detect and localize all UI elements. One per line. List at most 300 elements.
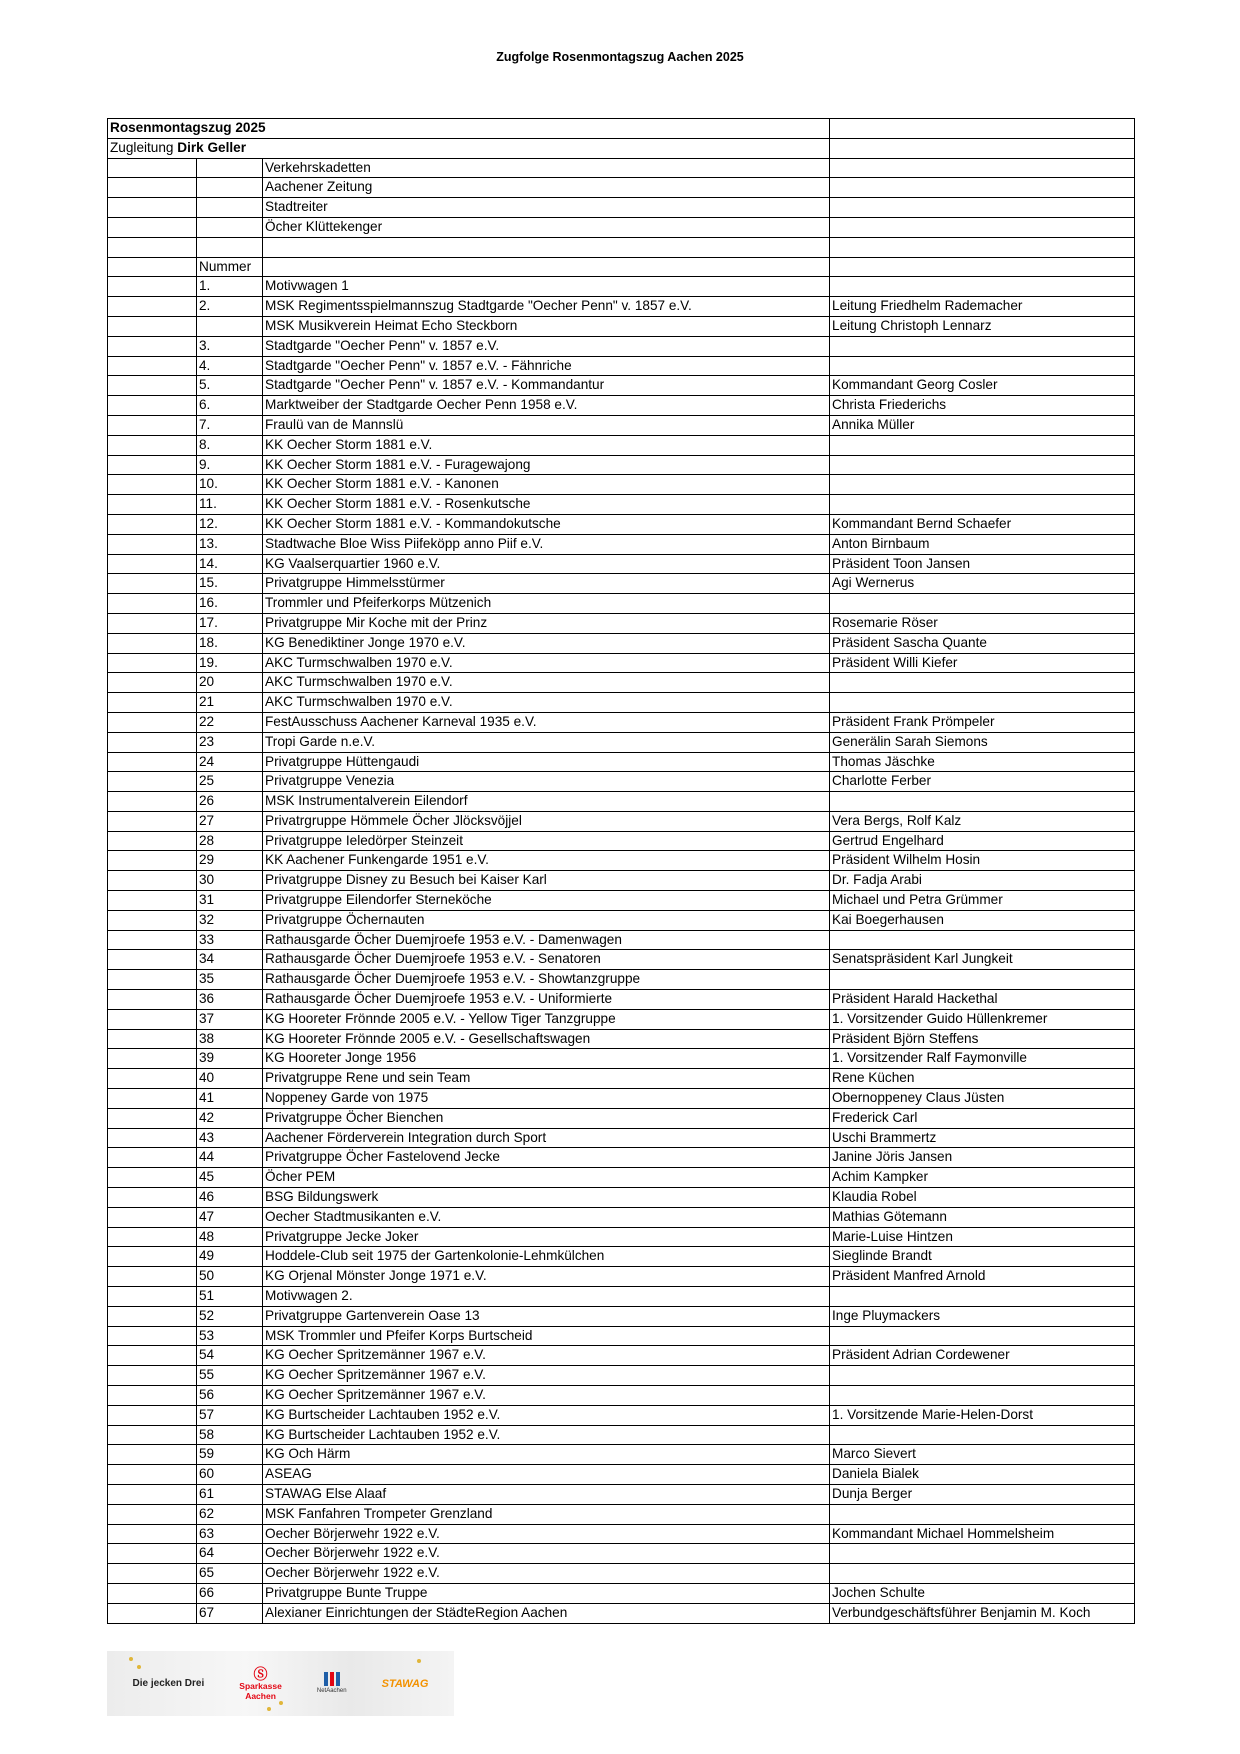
netaachen-text: NetAachen (316, 1687, 347, 1694)
group-name: MSK Instrumentalverein Eilendorf (263, 792, 830, 812)
empty-cell (108, 534, 197, 554)
row-number: 42 (197, 1108, 263, 1128)
row-number: 48 (197, 1227, 263, 1247)
group-leader: Christa Friederichs (830, 396, 1135, 416)
group-leader (830, 930, 1135, 950)
row-number: 15. (197, 574, 263, 594)
empty-cell (108, 673, 197, 693)
empty-cell (108, 1445, 197, 1465)
empty-cell (108, 316, 197, 336)
group-leader: Präsident Adrian Cordewener (830, 1346, 1135, 1366)
row-number: 25 (197, 772, 263, 792)
group-leader: Kommandant Michael Hommelsheim (830, 1524, 1135, 1544)
sparkasse-logo (239, 1667, 282, 1701)
group-leader: Dunja Berger (830, 1484, 1135, 1504)
empty-cell (108, 970, 197, 990)
table-row (108, 297, 1135, 317)
empty-cell (108, 1009, 197, 1029)
row-number: 57 (197, 1405, 263, 1425)
group-name: Privatgruppe Öcher Fastelovend Jecke (263, 1148, 830, 1168)
group-name: Marktweiber der Stadtgarde Oecher Penn 1958 e.V. (263, 396, 830, 416)
row-number: 63 (197, 1524, 263, 1544)
table-row (108, 455, 1135, 475)
row-number: 58 (197, 1425, 263, 1445)
empty-cell (108, 1405, 197, 1425)
group-name: Privatgruppe Himmelsstürmer (263, 574, 830, 594)
row-number: 52 (197, 1306, 263, 1326)
netaachen-logo (317, 1672, 347, 1696)
empty-cell (108, 237, 197, 257)
row-number: 30 (197, 871, 263, 891)
group-name: MSK Fanfahren Trompeter Grenzland (263, 1504, 830, 1524)
table-row (108, 1564, 1135, 1584)
row-number: 66 (197, 1583, 263, 1603)
row-number: 56 (197, 1386, 263, 1406)
group-name: KG Oecher Spritzemänner 1967 e.V. (263, 1366, 830, 1386)
group-name: KG Burtscheider Lachtauben 1952 e.V. (263, 1405, 830, 1425)
group-leader (830, 495, 1135, 515)
group-name: Privatgruppe Ieledörper Steinzeit (263, 831, 830, 851)
row-number: 13. (197, 534, 263, 554)
row-number: 23 (197, 732, 263, 752)
group-leader: Thomas Jäschke (830, 752, 1135, 772)
group-name: KG Burtscheider Lachtauben 1952 e.V. (263, 1425, 830, 1445)
table-row (108, 1445, 1135, 1465)
group-name: Oecher Börjerwehr 1922 e.V. (263, 1524, 830, 1544)
table-row (108, 1029, 1135, 1049)
group-leader: Marie-Luise Hintzen (830, 1227, 1135, 1247)
intro-group-cell: Öcher Klüttekenger (263, 217, 830, 237)
table-row (108, 1425, 1135, 1445)
empty-cell (108, 1267, 197, 1287)
table-row (108, 415, 1135, 435)
row-number: 17. (197, 613, 263, 633)
row-number: 24 (197, 752, 263, 772)
group-leader: Verbundgeschäftsführer Benjamin M. Koch (830, 1603, 1135, 1623)
row-number: 65 (197, 1564, 263, 1584)
intro-group-cell: Stadtreiter (263, 198, 830, 218)
table-row (108, 1346, 1135, 1366)
group-leader: Daniela Bialek (830, 1465, 1135, 1485)
group-leader (830, 1544, 1135, 1564)
empty-cell (108, 1148, 197, 1168)
empty-cell (108, 1188, 197, 1208)
group-leader: Inge Pluymackers (830, 1306, 1135, 1326)
empty-cell (108, 693, 197, 713)
row-number: 29 (197, 851, 263, 871)
group-name: Rathausgarde Öcher Duemjroefe 1953 e.V. - Senatoren (263, 950, 830, 970)
row-number: 16. (197, 594, 263, 614)
table-row (108, 356, 1135, 376)
group-leader: Präsident Manfred Arnold (830, 1267, 1135, 1287)
table-row (108, 534, 1135, 554)
table-row (108, 277, 1135, 297)
table-row (108, 851, 1135, 871)
table-row (108, 811, 1135, 831)
table-row (108, 594, 1135, 614)
confetti-icon (279, 1701, 283, 1705)
group-leader: 1. Vorsitzender Guido Hüllenkremer (830, 1009, 1135, 1029)
table-row (108, 1128, 1135, 1148)
table-row (108, 772, 1135, 792)
table-row (108, 970, 1135, 990)
group-name: Oecher Stadtmusikanten e.V. (263, 1207, 830, 1227)
row-number: 11. (197, 495, 263, 515)
group-name: Privatrgruppe Hömmele Öcher Jlöcksvöjjel (263, 811, 830, 831)
group-name: Fraulü van de Mannslü (263, 415, 830, 435)
empty-cell (108, 574, 197, 594)
group-name: Rathausgarde Öcher Duemjroefe 1953 e.V. - Damenwagen (263, 930, 830, 950)
empty-cell (108, 772, 197, 792)
group-leader: Annika Müller (830, 415, 1135, 435)
table-heading: Rosenmontagszug 2025 (108, 119, 830, 139)
table-row (108, 1405, 1135, 1425)
group-leader (830, 356, 1135, 376)
empty-cell (830, 217, 1135, 237)
table-heading-row (108, 119, 1135, 139)
empty-cell (108, 1306, 197, 1326)
table-row (108, 871, 1135, 891)
table-row (108, 1306, 1135, 1326)
zugleitung-cell (108, 138, 830, 158)
row-number: 28 (197, 831, 263, 851)
row-number: 61 (197, 1484, 263, 1504)
empty-cell (108, 455, 197, 475)
table-row (108, 1583, 1135, 1603)
row-number: 53 (197, 1326, 263, 1346)
empty-cell (108, 792, 197, 812)
group-leader (830, 1564, 1135, 1584)
group-leader: Mathias Götemann (830, 1207, 1135, 1227)
row-number: 19. (197, 653, 263, 673)
group-name: Stadtgarde "Oecher Penn" v. 1857 e.V. - Kommandantur (263, 376, 830, 396)
group-leader (830, 336, 1135, 356)
group-name: Oecher Börjerwehr 1922 e.V. (263, 1564, 830, 1584)
group-leader: Kai Boegerhausen (830, 910, 1135, 930)
empty-cell (197, 217, 263, 237)
table-row (108, 1287, 1135, 1307)
zugleitung-label: Zugleitung (110, 139, 178, 155)
group-leader (830, 792, 1135, 812)
row-number: 21 (197, 693, 263, 713)
row-number: 41 (197, 1089, 263, 1109)
row-number: 3. (197, 336, 263, 356)
group-leader: Präsident Harald Hackethal (830, 990, 1135, 1010)
group-name: FestAusschuss Aachener Karneval 1935 e.V. (263, 712, 830, 732)
group-leader: Klaudia Robel (830, 1188, 1135, 1208)
row-number (197, 316, 263, 336)
group-name: Alexianer Einrichtungen der StädteRegion Aachen (263, 1603, 830, 1623)
empty-cell (830, 237, 1135, 257)
group-leader: Gertrud Engelhard (830, 831, 1135, 851)
empty-cell (108, 910, 197, 930)
empty-cell (108, 752, 197, 772)
empty-cell (108, 475, 197, 495)
stawag-text: STAWAG (381, 1677, 429, 1690)
row-number: 50 (197, 1267, 263, 1287)
confetti-icon (417, 1659, 421, 1663)
group-name: Öcher PEM (263, 1168, 830, 1188)
empty-cell (108, 851, 197, 871)
group-name: KG Oecher Spritzemänner 1967 e.V. (263, 1346, 830, 1366)
table-row (108, 1544, 1135, 1564)
empty-cell (108, 1247, 197, 1267)
group-leader: Präsident Sascha Quante (830, 633, 1135, 653)
row-number: 49 (197, 1247, 263, 1267)
row-number: 38 (197, 1029, 263, 1049)
sponsor-logo-strip (107, 1651, 454, 1716)
row-number: 36 (197, 990, 263, 1010)
row-number: 46 (197, 1188, 263, 1208)
empty-cell (197, 198, 263, 218)
table-row (108, 930, 1135, 950)
group-leader: Präsident Wilhelm Hosin (830, 851, 1135, 871)
row-number: 44 (197, 1148, 263, 1168)
table-row (108, 1484, 1135, 1504)
group-leader (830, 1504, 1135, 1524)
group-name: Privatgruppe Rene und sein Team (263, 1069, 830, 1089)
empty-cell (108, 732, 197, 752)
group-name: Privatgruppe Eilendorfer Sterneköche (263, 891, 830, 911)
group-leader (830, 1425, 1135, 1445)
empty-cell (108, 277, 197, 297)
confetti-icon (129, 1657, 133, 1661)
empty-cell (108, 396, 197, 416)
empty-cell (108, 376, 197, 396)
table-row (108, 693, 1135, 713)
empty-cell (108, 495, 197, 515)
row-number: 60 (197, 1465, 263, 1485)
row-number: 35 (197, 970, 263, 990)
row-number: 22 (197, 712, 263, 732)
group-leader: Achim Kampker (830, 1168, 1135, 1188)
table-row (108, 613, 1135, 633)
table-row (108, 1089, 1135, 1109)
group-name: KK Oecher Storm 1881 e.V. - Rosenkutsche (263, 495, 830, 515)
row-number: 27 (197, 811, 263, 831)
table-row (108, 1465, 1135, 1485)
group-name: Rathausgarde Öcher Duemjroefe 1953 e.V. - Uniformierte (263, 990, 830, 1010)
group-name: Privatgruppe Bunte Truppe (263, 1583, 830, 1603)
group-name: KK Oecher Storm 1881 e.V. (263, 435, 830, 455)
table-row (108, 633, 1135, 653)
empty-cell (830, 158, 1135, 178)
empty-cell (108, 1465, 197, 1485)
table-row (108, 673, 1135, 693)
group-leader: Michael und Petra Grümmer (830, 891, 1135, 911)
group-leader: Rene Küchen (830, 1069, 1135, 1089)
row-number: 37 (197, 1009, 263, 1029)
group-leader: Obernoppeney Claus Jüsten (830, 1089, 1135, 1109)
intro-row (108, 178, 1135, 198)
group-leader: Kommandant Georg Cosler (830, 376, 1135, 396)
table-row (108, 336, 1135, 356)
row-number: 51 (197, 1287, 263, 1307)
empty-cell (108, 1524, 197, 1544)
empty-cell (108, 356, 197, 376)
sparkasse-city-text: Aachen (245, 1690, 276, 1701)
table-row (108, 990, 1135, 1010)
group-leader: Vera Bergs, Rolf Kalz (830, 811, 1135, 831)
group-name: KG Och Härm (263, 1445, 830, 1465)
group-name: AKC Turmschwalben 1970 e.V. (263, 693, 830, 713)
table-row (108, 376, 1135, 396)
row-number: 12. (197, 514, 263, 534)
table-row (108, 712, 1135, 732)
table-row (108, 910, 1135, 930)
table-row (108, 732, 1135, 752)
table-row (108, 1326, 1135, 1346)
table-row (108, 653, 1135, 673)
group-leader (830, 1386, 1135, 1406)
group-name: Privatgruppe Gartenverein Oase 13 (263, 1306, 830, 1326)
row-number: 7. (197, 415, 263, 435)
table-row (108, 792, 1135, 812)
group-leader (830, 1326, 1135, 1346)
empty-cell (108, 297, 197, 317)
empty-cell (108, 990, 197, 1010)
empty-cell (197, 158, 263, 178)
group-name: AKC Turmschwalben 1970 e.V. (263, 653, 830, 673)
empty-cell (108, 554, 197, 574)
empty-cell (108, 1049, 197, 1069)
empty-cell (108, 435, 197, 455)
group-name: KG Vaalserquartier 1960 e.V. (263, 554, 830, 574)
group-name: Stadtgarde "Oecher Penn" v. 1857 e.V. - Fähnriche (263, 356, 830, 376)
empty-cell (830, 257, 1135, 277)
empty-cell (108, 1227, 197, 1247)
table-row (108, 1108, 1135, 1128)
empty-cell (108, 1544, 197, 1564)
zugleitung-row (108, 138, 1135, 158)
group-name: Privatgruppe Disney zu Besuch bei Kaiser Karl (263, 871, 830, 891)
table-row (108, 950, 1135, 970)
row-number: 14. (197, 554, 263, 574)
row-number: 34 (197, 950, 263, 970)
empty-cell (108, 1089, 197, 1109)
group-leader: Agi Wernerus (830, 574, 1135, 594)
group-leader: 1. Vorsitzender Ralf Faymonville (830, 1049, 1135, 1069)
group-name: Privatgruppe Venezia (263, 772, 830, 792)
group-leader (830, 970, 1135, 990)
row-number: 8. (197, 435, 263, 455)
empty-cell (108, 1564, 197, 1584)
group-name: KG Hooreter Frönnde 2005 e.V. - Yellow Tiger Tanzgruppe (263, 1009, 830, 1029)
empty-cell (108, 633, 197, 653)
empty-cell (108, 1346, 197, 1366)
group-name: Motivwagen 2. (263, 1287, 830, 1307)
empty-cell (108, 1583, 197, 1603)
group-name: Privatgruppe Hüttengaudi (263, 752, 830, 772)
group-leader: Präsident Björn Steffens (830, 1029, 1135, 1049)
group-leader: Frederick Carl (830, 1108, 1135, 1128)
table-row (108, 1168, 1135, 1188)
group-leader: Anton Birnbaum (830, 534, 1135, 554)
row-number: 20 (197, 673, 263, 693)
empty-cell (108, 257, 197, 277)
empty-cell (108, 871, 197, 891)
row-number: 5. (197, 376, 263, 396)
parade-order-table (107, 118, 1135, 1624)
group-leader (830, 475, 1135, 495)
die-jecken-drei-text: Die jecken Drei (132, 1677, 205, 1689)
group-name: Noppeney Garde von 1975 (263, 1089, 830, 1109)
table-row (108, 1386, 1135, 1406)
empty-cell (830, 119, 1135, 139)
netaachen-bars-icon (324, 1672, 340, 1686)
empty-cell (108, 594, 197, 614)
group-name: KK Aachener Funkengarde 1951 e.V. (263, 851, 830, 871)
table-row (108, 316, 1135, 336)
intro-group-cell: Verkehrskadetten (263, 158, 830, 178)
empty-cell (108, 336, 197, 356)
group-name: Privatgruppe Öchernauten (263, 910, 830, 930)
empty-cell (108, 514, 197, 534)
table-row (108, 1188, 1135, 1208)
empty-cell (108, 1425, 197, 1445)
table-row (108, 1049, 1135, 1069)
empty-cell (108, 217, 197, 237)
empty-cell (108, 158, 197, 178)
empty-cell (108, 1326, 197, 1346)
empty-cell (197, 178, 263, 198)
group-name: STAWAG Else Alaaf (263, 1484, 830, 1504)
row-number: 1. (197, 277, 263, 297)
intro-group-cell: Aachener Zeitung (263, 178, 830, 198)
row-number: 4. (197, 356, 263, 376)
document-title: Zugfolge Rosenmontagszug Aachen 2025 (496, 50, 744, 64)
row-number: 26 (197, 792, 263, 812)
group-name: KG Hooreter Frönnde 2005 e.V. - Gesellschaftswagen (263, 1029, 830, 1049)
empty-cell (830, 178, 1135, 198)
group-name: AKC Turmschwalben 1970 e.V. (263, 673, 830, 693)
table-row (108, 1009, 1135, 1029)
group-leader (830, 1366, 1135, 1386)
group-leader: Marco Sievert (830, 1445, 1135, 1465)
empty-cell (830, 198, 1135, 218)
group-name: MSK Musikverein Heimat Echo Steckborn (263, 316, 830, 336)
row-number: 40 (197, 1069, 263, 1089)
empty-cell (108, 198, 197, 218)
group-leader (830, 693, 1135, 713)
intro-row (108, 217, 1135, 237)
group-name: MSK Trommler und Pfeifer Korps Burtscheid (263, 1326, 830, 1346)
row-number: 47 (197, 1207, 263, 1227)
group-name: BSG Bildungswerk (263, 1188, 830, 1208)
empty-cell (263, 237, 830, 257)
table-row (108, 396, 1135, 416)
empty-cell (108, 415, 197, 435)
group-name: KG Oecher Spritzemänner 1967 e.V. (263, 1386, 830, 1406)
group-name: Hoddele-Club seit 1975 der Gartenkolonie-Lehmkülchen (263, 1247, 830, 1267)
die-jecken-drei-logo (133, 1679, 205, 1689)
row-number: 54 (197, 1346, 263, 1366)
group-name: Rathausgarde Öcher Duemjroefe 1953 e.V. - Showtanzgruppe (263, 970, 830, 990)
row-number: 43 (197, 1128, 263, 1148)
empty-cell (108, 1029, 197, 1049)
empty-cell (108, 178, 197, 198)
intro-row (108, 158, 1135, 178)
group-leader (830, 435, 1135, 455)
empty-cell (108, 891, 197, 911)
empty-cell (108, 1128, 197, 1148)
group-name: KG Hooreter Jonge 1956 (263, 1049, 830, 1069)
table-row (108, 1504, 1135, 1524)
confetti-icon (137, 1665, 141, 1669)
group-name: Motivwagen 1 (263, 277, 830, 297)
blank-row (108, 237, 1135, 257)
table-row (108, 1207, 1135, 1227)
